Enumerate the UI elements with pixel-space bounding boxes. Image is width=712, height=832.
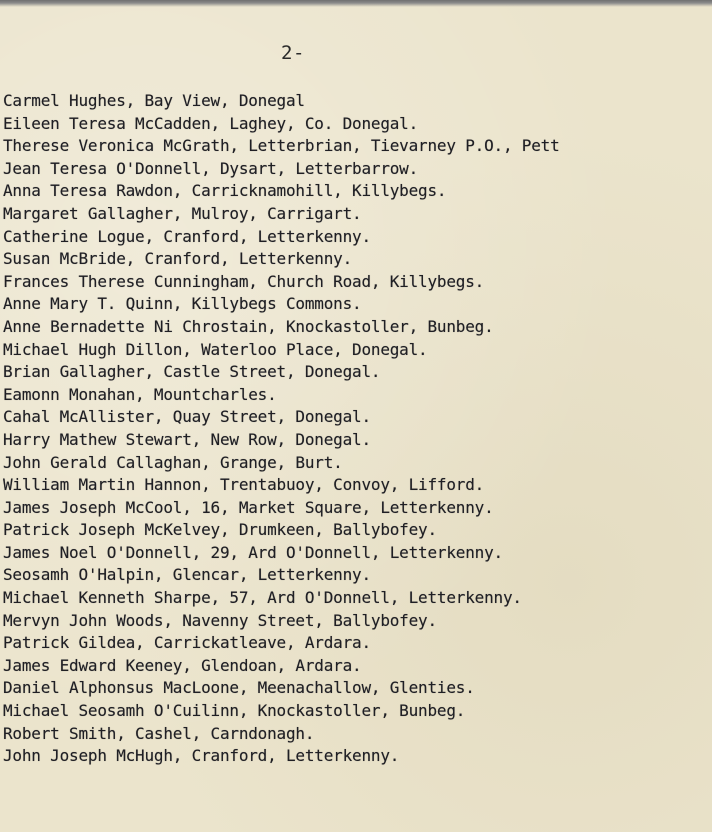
- list-item: John Joseph McHugh, Cranford, Letterkenny.: [3, 746, 400, 766]
- list-item: Brian Gallagher, Castle Street, Donegal.: [3, 362, 381, 382]
- page-number: 2-: [281, 42, 305, 64]
- list-item: Frances Therese Cunningham, Church Road, Killybegs.: [3, 271, 485, 291]
- list-item: Robert Smith, Cashel, Carndonagh.: [3, 723, 315, 743]
- list-item: Michael Hugh Dillon, Waterloo Place, Donegal.: [3, 339, 428, 359]
- list-item: Seosamh O'Halpin, Glencar, Letterkenny.: [3, 565, 371, 585]
- list-item: Mervyn John Woods, Navenny Street, Ballybofey.: [3, 610, 437, 630]
- list-item: Eamonn Monahan, Mountcharles.: [3, 384, 277, 404]
- list-item: Patrick Gildea, Carrickatleave, Ardara.: [3, 633, 371, 653]
- list-item: Therese Veronica McGrath, Letterbrian, Tievarney P.O., Pett: [3, 136, 560, 156]
- list-item: John Gerald Callaghan, Grange, Burt.: [3, 452, 343, 472]
- list-item: Carmel Hughes, Bay View, Donegal: [3, 91, 305, 110]
- list-item: James Edward Keeney, Glendoan, Ardara.: [3, 655, 362, 675]
- list-item: Harry Mathew Stewart, New Row, Donegal.: [3, 429, 371, 449]
- list-item: Anne Mary T. Quinn, Killybegs Commons.: [3, 294, 362, 314]
- list-item: Eileen Teresa McCadden, Laghey, Co. Donegal.: [3, 113, 419, 133]
- list-item: James Noel O'Donnell, 29, Ard O'Donnell, Letterkenny.: [3, 542, 503, 562]
- list-item: Margaret Gallagher, Mulroy, Carrigart.: [3, 203, 362, 223]
- list-item: Michael Kenneth Sharpe, 57, Ard O'Donnell, Letterkenny.: [3, 588, 522, 608]
- list-item: Michael Seosamh O'Cuilinn, Knockastoller, Bunbeg.: [3, 701, 466, 721]
- name-address-list: [3, 90, 712, 768]
- list-item: Jean Teresa O'Donnell, Dysart, Letterbarrow.: [3, 158, 419, 178]
- list-item: Catherine Logue, Cranford, Letterkenny.: [3, 226, 371, 246]
- list-item: Cahal McAllister, Quay Street, Donegal.: [3, 407, 371, 427]
- list-item: Anna Teresa Rawdon, Carricknamohill, Killybegs.: [3, 181, 447, 201]
- list-item: Susan McBride, Cranford, Letterkenny.: [3, 249, 353, 269]
- list-item: Anne Bernadette Ni Chrostain, Knockastoller, Bunbeg.: [3, 316, 494, 336]
- list-item: Patrick Joseph McKelvey, Drumkeen, Ballybofey.: [3, 520, 437, 540]
- page-top-edge: [0, 0, 712, 7]
- list-item: James Joseph McCool, 16, Market Square, Letterkenny.: [3, 497, 494, 517]
- list-item: William Martin Hannon, Trentabuoy, Convoy, Lifford.: [3, 475, 485, 495]
- list-item: Daniel Alphonsus MacLoone, Meenachallow, Glenties.: [3, 678, 475, 698]
